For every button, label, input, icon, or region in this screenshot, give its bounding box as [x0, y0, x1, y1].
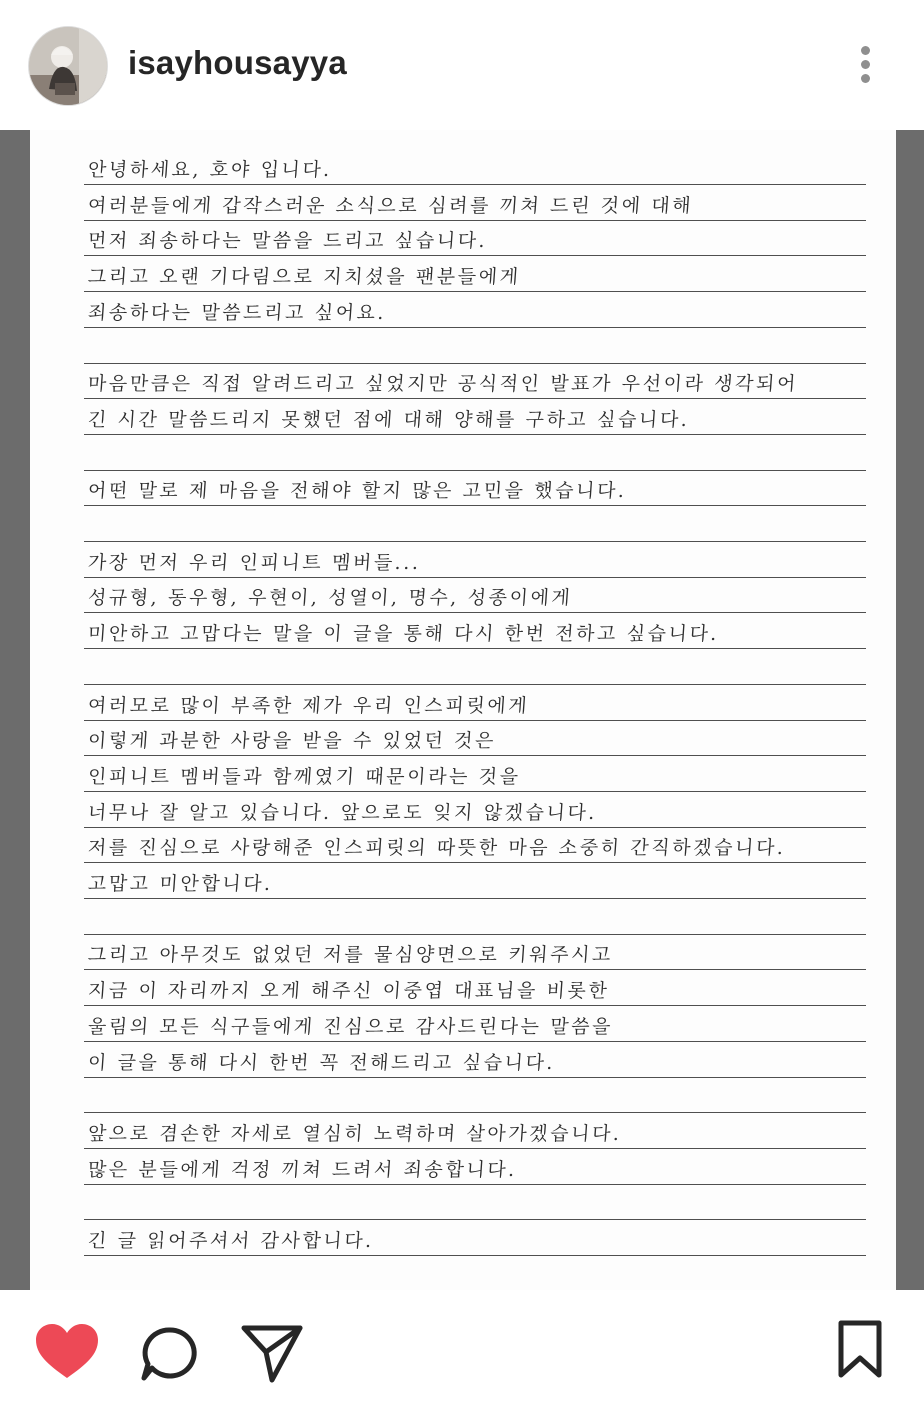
- post-header: [0, 0, 924, 130]
- ruled-line: [84, 684, 866, 685]
- letter-line: 울림의 모든 식구들에게 진심으로 감사드린다는 말씀을: [87, 1016, 614, 1038]
- ruled-line: [84, 255, 866, 256]
- username[interactable]: isayhousayya: [128, 44, 347, 81]
- letter-line: 가장 먼저 우리 인피니트 멤버들...: [87, 552, 422, 574]
- ruled-line: [84, 648, 866, 649]
- letter-line: 많은 분들에게 걱정 끼쳐 드려서 죄송합니다.: [87, 1159, 518, 1181]
- ruled-line: [84, 862, 866, 863]
- letter-line: 고맙고 미안합니다.: [87, 873, 274, 895]
- ruled-line: [84, 434, 866, 435]
- ruled-line: [84, 470, 866, 471]
- letter-line: 긴 글 읽어주셔서 감사합니다.: [87, 1230, 375, 1252]
- letter-line: 죄송하다는 말씀드리고 싶어요.: [87, 302, 387, 324]
- ruled-line: [84, 755, 866, 756]
- ruled-line: [84, 1219, 866, 1220]
- ruled-line: [84, 827, 866, 828]
- letter-line: 여러모로 많이 부족한 제가 우리 인스피릿에게: [87, 695, 530, 717]
- ruled-line: [84, 1255, 866, 1256]
- ruled-line: [84, 363, 866, 364]
- ruled-line: [84, 1184, 866, 1185]
- heart-icon[interactable]: [36, 1324, 98, 1380]
- ruled-line: [84, 791, 866, 792]
- ruled-line: [84, 577, 866, 578]
- ruled-line: [84, 220, 866, 221]
- letter-line: 그리고 아무것도 없었던 저를 물심양면으로 키워주시고: [87, 944, 614, 966]
- avatar[interactable]: [28, 26, 108, 106]
- ruled-line: [84, 541, 866, 542]
- letter-line: 먼저 죄송하다는 말씀을 드리고 싶습니다.: [87, 230, 489, 252]
- post-image[interactable]: [0, 130, 924, 1290]
- letter-paper: [30, 130, 896, 1290]
- send-icon[interactable]: [240, 1324, 304, 1384]
- ruled-line: [84, 612, 866, 613]
- ruled-line: [84, 505, 866, 506]
- ruled-line: [84, 291, 866, 292]
- action-bar: [0, 1290, 924, 1413]
- letter-line: 성규형, 동우형, 우현이, 성열이, 명수, 성종이에게: [87, 587, 574, 609]
- comment-icon[interactable]: [140, 1326, 200, 1382]
- letter-line: 지금 이 자리까지 오게 해주신 이중엽 대표님을 비롯한: [87, 980, 611, 1002]
- ruled-line: [84, 327, 866, 328]
- avatar-photo: [29, 27, 107, 105]
- letter-line: 여러분들에게 갑작스러운 소식으로 심려를 끼쳐 드린 것에 대해: [87, 195, 694, 217]
- letter-line: 이렇게 과분한 사랑을 받을 수 있었던 것은: [87, 730, 497, 752]
- letter-line: 미안하고 고맙다는 말을 이 글을 통해 다시 한번 전하고 싶습니다.: [87, 623, 720, 645]
- letter-line: 마음만큼은 직접 알려드리고 싶었지만 공식적인 발표가 우선이라 생각되어: [87, 373, 799, 395]
- letter-line: 너무나 잘 알고 있습니다. 앞으로도 잊지 않겠습니다.: [87, 802, 598, 824]
- letter-line: 긴 시간 말씀드리지 못했던 점에 대해 양해를 구하고 싶습니다.: [87, 409, 691, 431]
- ruled-line: [84, 898, 866, 899]
- letter-line: 그리고 오랜 기다림으로 지치셨을 팬분들에게: [87, 266, 522, 288]
- letter-line: 이 글을 통해 다시 한번 꼭 전해드리고 싶습니다.: [87, 1052, 556, 1074]
- letter-line: 안녕하세요, 호야 입니다.: [87, 159, 333, 181]
- ruled-line: [84, 184, 866, 185]
- ruled-line: [84, 969, 866, 970]
- letter-line: 어떤 말로 제 마음을 전해야 할지 많은 고민을 했습니다.: [87, 480, 628, 502]
- bookmark-icon[interactable]: [838, 1320, 882, 1378]
- ruled-line: [84, 1148, 866, 1149]
- more-options-icon[interactable]: [852, 40, 880, 90]
- ruled-line: [84, 1077, 866, 1078]
- letter-line: 인피니트 멤버들과 함께였기 때문이라는 것을: [87, 766, 522, 788]
- ruled-line: [84, 1112, 866, 1113]
- ruled-line: [84, 398, 866, 399]
- ruled-line: [84, 720, 866, 721]
- ruled-line: [84, 934, 866, 935]
- ruled-line: [84, 1041, 866, 1042]
- letter-line: 저를 진심으로 사랑해준 인스피릿의 따뜻한 마음 소중히 간직하겠습니다.: [87, 837, 787, 859]
- letter-line: 앞으로 겸손한 자세로 열심히 노력하며 살아가겠습니다.: [87, 1123, 623, 1145]
- ruled-line: [84, 1005, 866, 1006]
